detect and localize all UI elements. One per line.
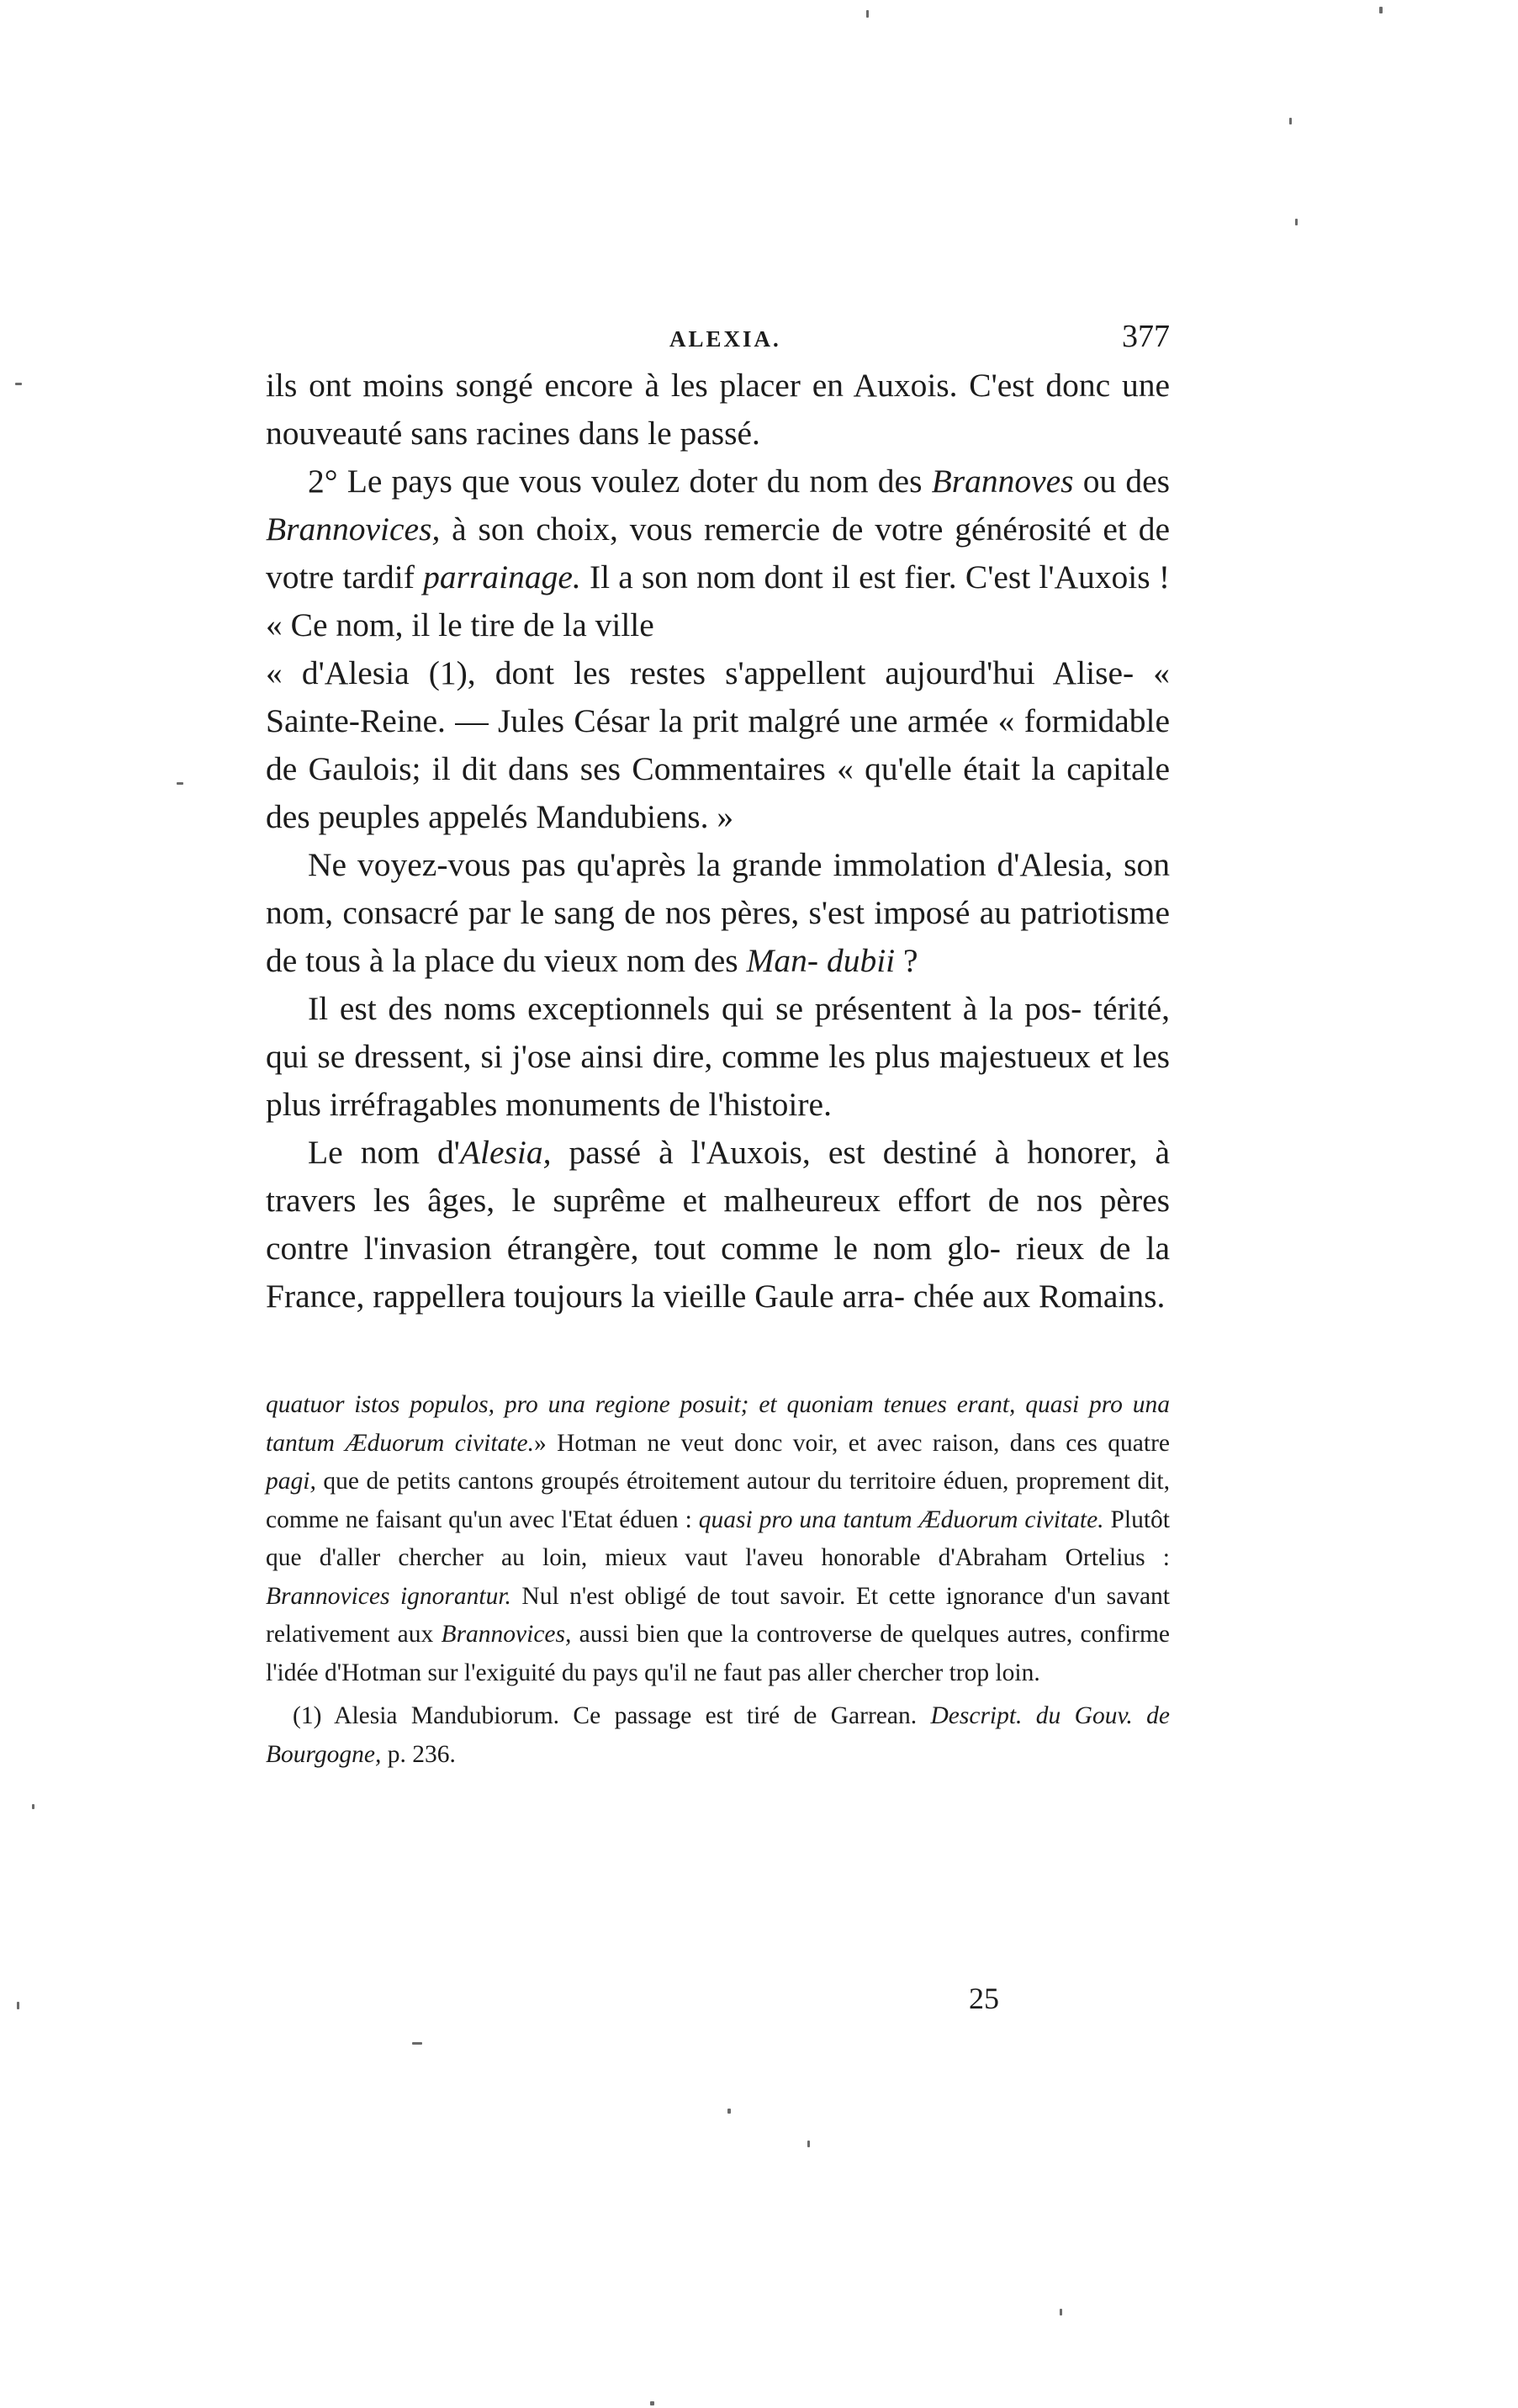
italic-term: Alesia,: [459, 1134, 552, 1171]
scan-speck: [412, 2042, 422, 2045]
text-line: « Sainte-Reine. — Jules César la prit malgré une armée: [266, 654, 1170, 739]
page-number: 377: [1122, 319, 1170, 354]
scan-speck: [1379, 7, 1383, 13]
text-line: Le nom d': [308, 1134, 460, 1171]
scan-speck: [1289, 118, 1292, 124]
running-head-title: ALEXIA.: [669, 326, 781, 352]
scan-speck: [1295, 219, 1298, 225]
footnote-continuation: [266, 1386, 1170, 1692]
scan-speck: [650, 2401, 654, 2405]
scan-speck: [807, 2141, 810, 2147]
text-line: passé à l'Auxois, est destiné à honorer,: [551, 1134, 1138, 1171]
note-text: que de petits cantons groupés étroitement autour du territoire éduen, proprement dit, comme ne faisant qu'un avec l'Etat éduen :: [266, 1468, 1170, 1533]
running-head: [266, 318, 1170, 362]
text-line: au patriotisme de tous à la place du vieux nom des: [266, 894, 1171, 979]
text-line: à travers les âges, le suprême et malheureux effort de nos: [266, 1134, 1170, 1219]
text-line: son nom, consacré par le sang de nos pères, s'est imposé: [266, 846, 1170, 931]
italic-term: pagi,: [266, 1468, 316, 1495]
signature-mark: 25: [969, 1982, 999, 2015]
note-text: p. 236.: [381, 1740, 456, 1768]
scan-speck: [15, 383, 22, 385]
text-line: Il a son nom dont: [580, 558, 823, 595]
text-line: ?: [895, 942, 918, 979]
scan-speck: [1060, 2309, 1062, 2315]
scan-speck: [32, 1804, 34, 1809]
paragraph-1: [266, 362, 1170, 458]
scan-speck: [177, 782, 183, 785]
text-line: pères contre l'invasion étrangère, tout comme le nom glo-: [266, 1182, 1171, 1267]
scan-speck: [866, 10, 869, 18]
paragraph-3: [266, 841, 1170, 985]
footnotes: [266, 1386, 1170, 1774]
text-line: ou des: [1082, 463, 1171, 500]
italic-quote: quasi pro una tantum Æduorum civitate.: [266, 1391, 1170, 1457]
paragraph-2: [266, 458, 1170, 649]
text-line: générosité et de votre tardif: [266, 511, 1171, 595]
italic-citation: Descript. du Gouv. de Bourgogne,: [266, 1702, 1170, 1768]
italic-quote: quasi pro una tantum Æduorum civitate.: [698, 1506, 1104, 1533]
text-line: Il est des noms exceptionnels qui se présentent à la pos-: [308, 990, 1082, 1027]
italic-term: Man-: [746, 942, 819, 979]
note-text: (1) Alesia Mandubiorum. Ce passage est tiré de Garrean.: [293, 1702, 931, 1729]
italic-term: parrainage.: [423, 558, 581, 595]
text-line: Ne voyez-vous pas qu'après la grande immolation d'Alesia,: [308, 846, 1113, 883]
text-line: « qu'elle était la capitale des peuples appelés Mandubiens. »: [266, 750, 1171, 835]
note-text: Plutôt que d'aller chercher au loin, mieux vaut l'aveu honorable d'Abraham Ortelius :: [266, 1506, 1170, 1571]
text-line: « formidable de Gaulois; il dit dans ses Commentaires: [266, 702, 1170, 787]
text-line: à son choix, vous remercie de votre: [440, 511, 944, 548]
text-line: majestueux et les plus irréfragables monuments de l'histoire.: [266, 1038, 1170, 1123]
note-text: aussi bien que la controverse de quelques autres, confirme l'idée d'Hotman sur l'exiguité du pays qu'il ne faut pas aller chercher trop loin.: [266, 1621, 1170, 1686]
text-line: rieux de la France, rappellera toujours la vieille Gaule arra-: [266, 1230, 1170, 1315]
text-line: donc une nouveauté sans racines dans le passé.: [266, 367, 1170, 452]
note-text: » Hotman ne veut donc voir, et avec raison, dans ces quatre: [533, 1429, 1171, 1457]
text-line: 2° Le pays que vous voulez doter du nom des: [308, 463, 932, 500]
text-line: térité, qui se dressent, si j'ose ainsi dire, comme les plus: [266, 990, 1171, 1075]
text-line: il est fier. C'est l'Auxois ! « Ce nom, il le tire de la ville: [266, 558, 1170, 643]
page-content: [266, 318, 1170, 1774]
italic-term: Brannovices,: [266, 511, 441, 548]
main-text: [266, 362, 1170, 1320]
scan-speck: [17, 2002, 19, 2009]
italic-term: Brannoves: [931, 463, 1074, 500]
scan-speck: [727, 2109, 731, 2114]
text-line: ils ont moins songé encore à les placer en Auxois. C'est: [266, 367, 1034, 404]
italic-term: Brannovices,: [441, 1621, 572, 1648]
quotation: [266, 649, 1170, 841]
note-text: Nul n'est obligé de tout savoir. Et cette ignorance d'un savant relativement aux: [266, 1582, 1170, 1648]
italic-quote: quatuor istos populos, pro una regione posuit; et quoniam tenues erant,: [266, 1391, 1016, 1418]
italic-term: dubii: [826, 942, 896, 979]
paragraph-4: [266, 985, 1170, 1129]
footnote-1: [266, 1697, 1170, 1774]
text-line: chée aux Romains.: [912, 1278, 1166, 1315]
italic-quote: Brannovices ignorantur.: [266, 1582, 511, 1610]
paragraph-5: [266, 1129, 1170, 1320]
text-line: « d'Alesia (1), dont les restes s'appellent aujourd'hui Alise-: [266, 654, 1135, 691]
